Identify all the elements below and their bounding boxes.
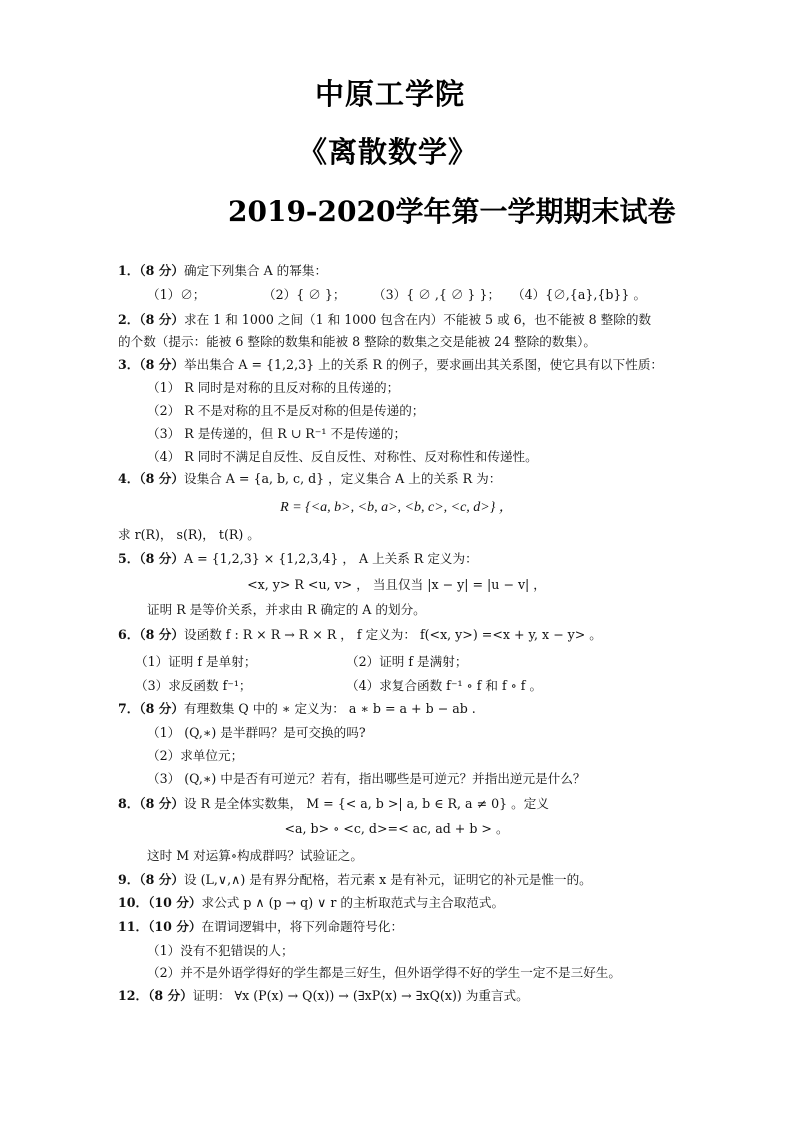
exam-title: 2019-2020学年第一学期期末试卷: [228, 195, 676, 228]
q8-formula: <a, b> ∘ <c, d>=< ac, ad + b > 。: [284, 821, 509, 836]
q1-option-3: （3）{ ∅ ,{ ∅ } }；: [373, 287, 501, 302]
q3-item-4: （4） R 同时不满足自反性、反自反性、对称性、反对称性和传递性。: [147, 449, 538, 464]
question-8: 8．（8 分）设 R 是全体实数集， M = {< a, b >| a, b ∈ R, a ≠ 0} 。定义: [118, 796, 549, 811]
q7-item-2: （2）求单位元；: [147, 748, 244, 763]
q2-continuation: 的个数（提示：能被 6 整除的数集和能被 8 整除的数集之交是能被 24 整除的数集）。: [118, 334, 596, 349]
q3-item-1: （1） R 同时是对称的且反对称的且传递的；: [147, 380, 400, 395]
q1-option-1: （1）∅；: [147, 287, 206, 302]
q11-item-2: （2）并不是外语学得好的学生都是三好生，但外语学得不好的学生一定不是三好生。: [147, 965, 621, 980]
q4-formula: R = {<a, b>, <b, a>, <b, c>, <c, d>} ，: [280, 500, 513, 515]
q6-item-4: （4）求复合函数 f⁻¹ ∘ f 和 f ∘ f 。: [346, 678, 543, 693]
question-12: 12．（8 分）证明： ∀x (P(x) → Q(x)) → (∃xP(x) → ∃xQ(x)) 为重言式。: [118, 988, 529, 1003]
q5-continuation: 证明 R 是等价关系，并求由 R 确定的 A 的划分。: [147, 602, 426, 617]
q3-item-3: （3） R 是传递的，但 R ∪ R⁻¹ 不是传递的；: [147, 426, 407, 441]
q5-formula: <x, y> R <u, v> ， 当且仅当 |x − y| = |u − v| ，: [247, 577, 546, 592]
question-10: 10．（10 分）求公式 p ∧ (p → q) ∨ r 的主析取范式与主合取范式。: [118, 895, 505, 910]
q7-item-3: （3） (Q,∗) 中是否有可逆元？若有，指出哪些是可逆元？并指出逆元是什么？: [147, 771, 586, 786]
q6-item-3: （3）求反函数 f⁻¹；: [135, 678, 252, 693]
q1-option-2: （2）{ ∅ }；: [263, 287, 346, 302]
question-4: 4．（8 分）设集合 A = {a, b, c, d} ，定义集合 A 上的关系 R 为：: [118, 471, 502, 486]
school-name: 中原工学院: [315, 77, 466, 111]
q7-item-1: （1） (Q,∗) 是半群吗？是可交换的吗?: [147, 725, 366, 740]
q8-continuation: 这时 M 对运算∘构成群吗？试验证之。: [147, 848, 363, 863]
q6-item-2: （2）证明 f 是满射；: [346, 654, 468, 669]
question-9: 9．（8 分）设 (L,∨,∧) 是有界分配格，若元素 x 是有补元，证明它的补元是惟一的。: [118, 872, 592, 887]
question-5: 5．（8 分）A = {1,2,3} × {1,2,3,4} ， A 上关系 R 定义为：: [118, 551, 478, 566]
question-2: 2．（8 分）求在 1 和 1000 之间（1 和 1000 包含在内）不能被 5 或 6，也不能被 8 整除的数: [118, 312, 652, 327]
course-title: 《离散数学》: [298, 135, 479, 169]
q1-option-4: （4）{∅,{a},{b}} 。: [512, 287, 647, 302]
q4-continuation: 求 r(R)， s(R)， t(R) 。: [118, 527, 260, 542]
q3-item-2: （2） R 不是对称的且不是反对称的但是传递的；: [147, 403, 425, 418]
question-11: 11．（10 分）在谓词逻辑中，将下列命题符号化：: [118, 919, 404, 934]
q11-item-1: （1）没有不犯错误的人；: [147, 943, 294, 958]
question-6: 6．（8 分）设函数 f : R × R → R × R ， f 定义为： f(<x, y>) =<x + y, x − y> 。: [118, 627, 602, 642]
q6-item-1: （1）证明 f 是单射；: [135, 654, 257, 669]
question-1: 1．（8 分）确定下列集合 A 的幂集：: [118, 263, 328, 278]
question-7: 7．（8 分）有理数集 Q 中的 ∗ 定义为： a ∗ b = a + b − ab .: [118, 701, 476, 716]
question-3: 3．（8 分）举出集合 A = {1,2,3} 上的关系 R 的例子，要求画出其关系图，使它具有以下性质：: [118, 357, 664, 372]
